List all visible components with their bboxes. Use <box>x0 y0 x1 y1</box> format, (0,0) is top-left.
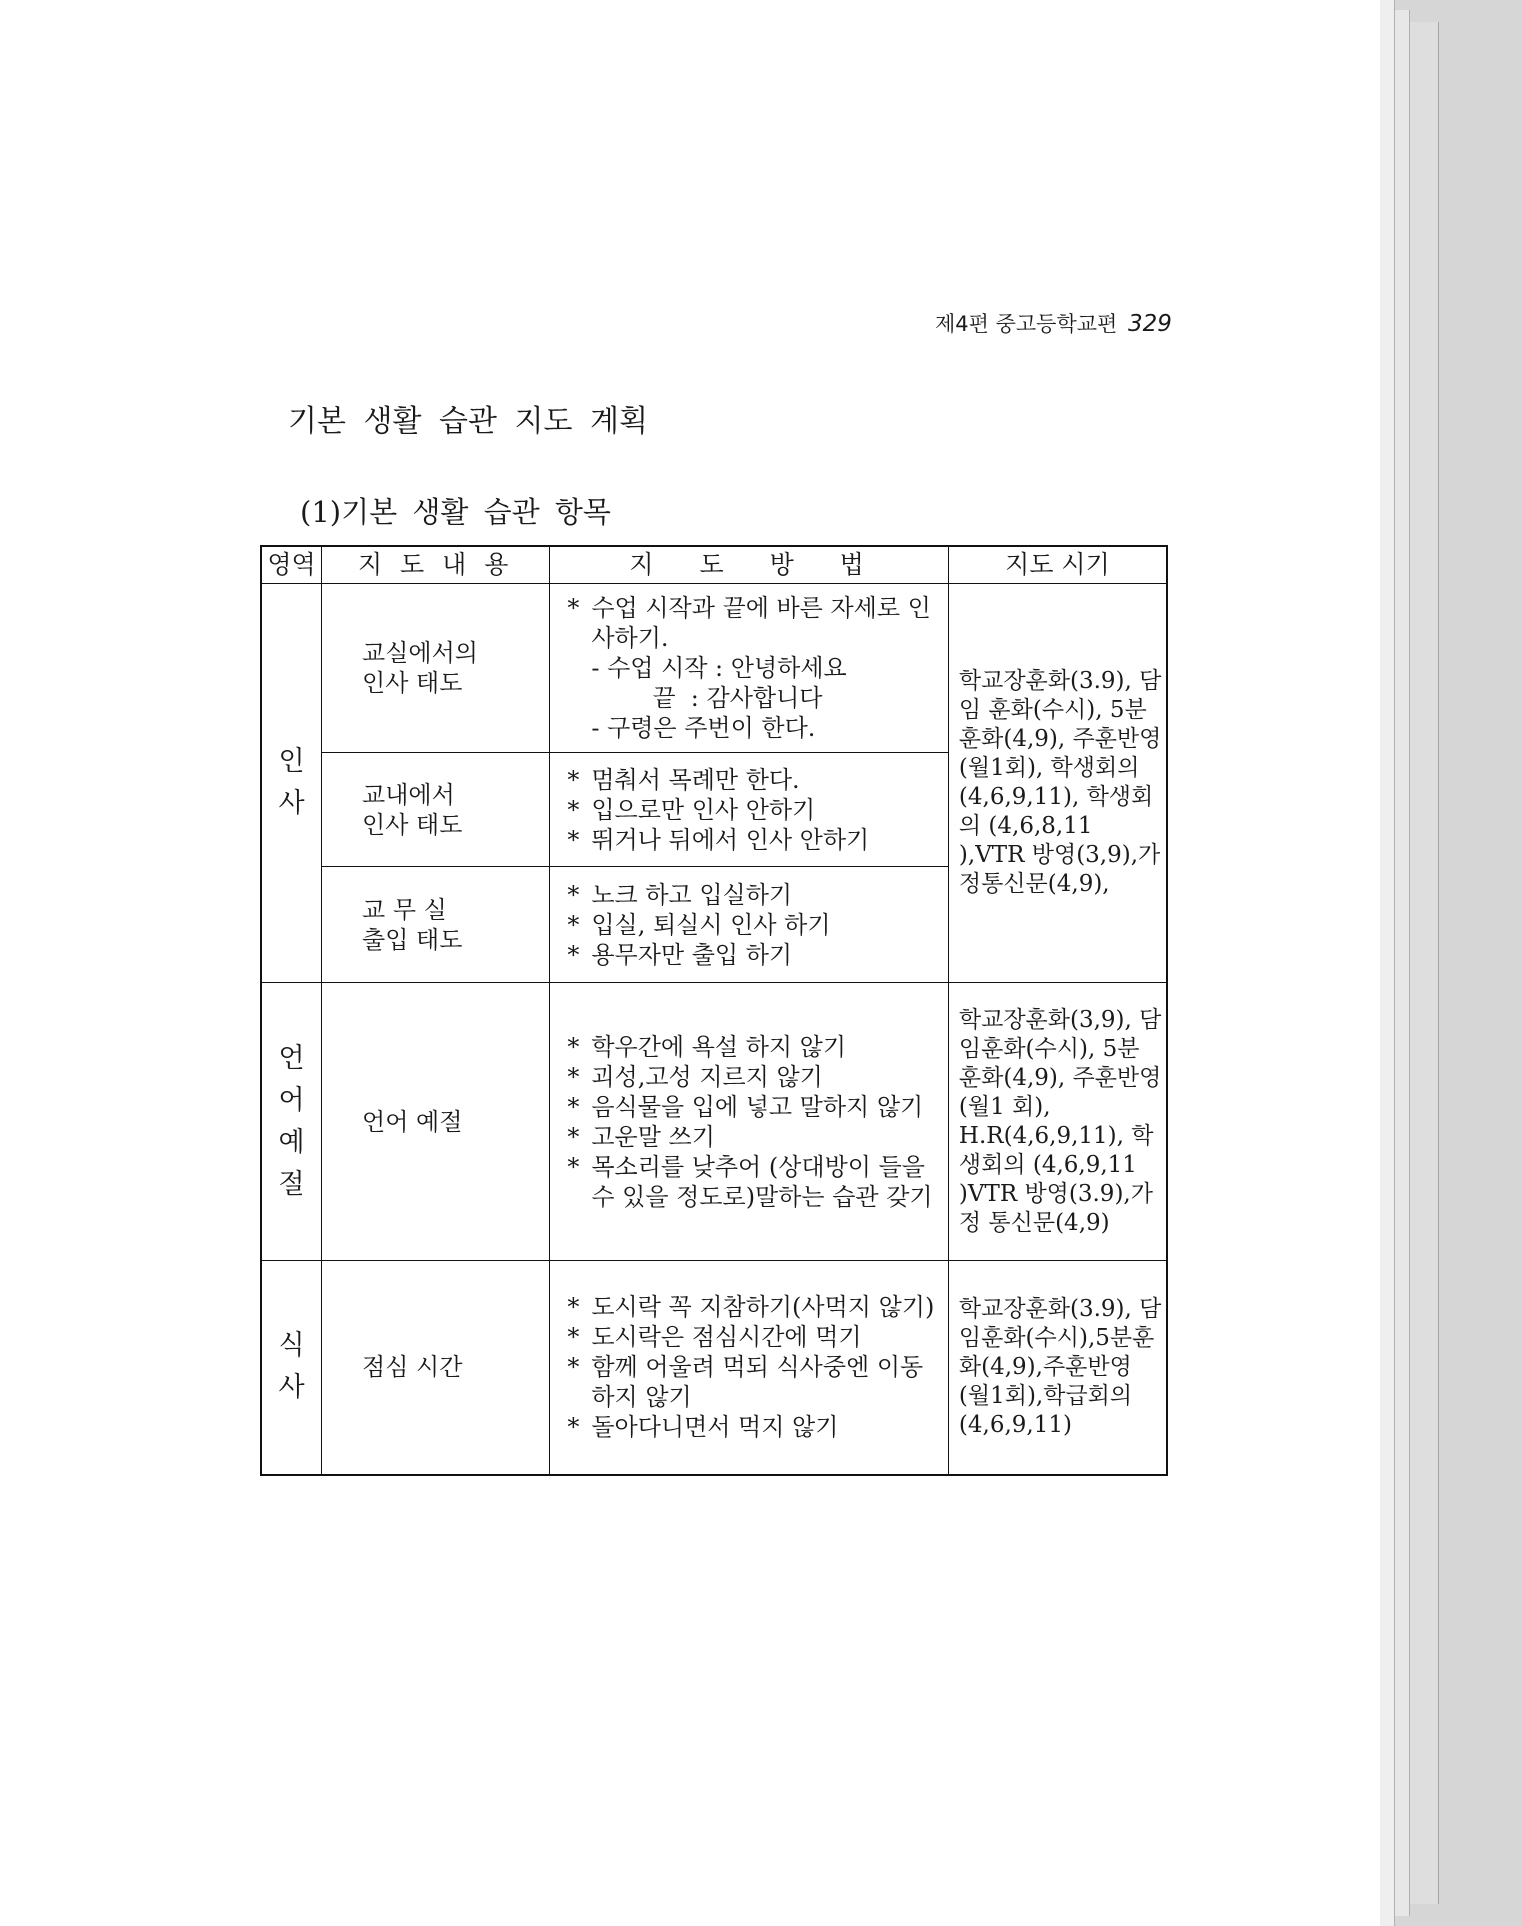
method-item <box>567 1152 937 1212</box>
method-list <box>551 585 947 751</box>
table-row <box>261 983 1167 1261</box>
bullet-star-icon: * <box>567 1323 580 1352</box>
bullet-star-icon: * <box>567 880 580 909</box>
area-label: 식사 <box>278 1330 305 1404</box>
method-text: 뛰거나 뒤에서 인사 안하기 <box>591 825 870 854</box>
timing-cell: 학교장훈화(3.9), 담임훈화(수시),5분훈화(4,9),주훈반영(월1회),학급회의(4,6,9,11) <box>948 1261 1167 1475</box>
bullet-star-icon: * <box>567 1152 580 1181</box>
content-cell: 교실에서의 인사 태도 <box>322 584 550 753</box>
method-subitem: - 구령은 주번이 한다. <box>591 714 816 742</box>
method-item <box>567 1062 937 1092</box>
area-label: 언어 예절 <box>278 1042 305 1200</box>
method-list <box>551 1024 947 1220</box>
content-cell: 교내에서 인사 태도 <box>322 753 550 867</box>
method-cell <box>550 867 949 983</box>
method-list <box>551 1284 947 1450</box>
method-item <box>567 1092 937 1122</box>
bullet-star-icon: * <box>567 795 580 824</box>
method-text: 멈춰서 목례만 한다. <box>591 765 800 794</box>
page-edge <box>1410 22 1439 1904</box>
page-number: 329 <box>1128 311 1172 337</box>
method-item <box>567 593 937 653</box>
method-cell <box>550 584 949 753</box>
method-cell <box>550 1261 949 1475</box>
method-subitem: 끝 : 감사합니다 <box>591 684 823 712</box>
method-item <box>567 1352 937 1412</box>
header-content: 지 도 내 용 <box>322 546 550 584</box>
bullet-star-icon: * <box>567 1293 580 1322</box>
table-row <box>261 584 1167 753</box>
bullet-star-icon: * <box>567 1032 580 1061</box>
header-area: 영역 <box>261 546 322 584</box>
bullet-star-icon: * <box>567 1092 580 1121</box>
method-text: 음식물을 입에 넣고 말하지 않기 <box>591 1092 924 1121</box>
method-text: 도시락은 점심시간에 먹기 <box>591 1323 862 1352</box>
timing-cell: 학교장훈화(3.9), 담임 훈화(수시), 5분훈화(4,9), 주훈반영(월1회), 학생회의 (4,6,9,11), 학생회의 (4,6,8,11 ),VTR 방영(3,9),가정통신문(4,9), <box>948 584 1167 983</box>
area-cell <box>261 1261 322 1475</box>
table-row <box>261 1261 1167 1475</box>
page-title: 기본 생활 습관 지도 계획 <box>288 404 648 439</box>
method-item <box>567 765 937 795</box>
method-item <box>567 1412 937 1442</box>
method-item <box>567 825 937 855</box>
header-time: 지도 시기 <box>948 546 1167 584</box>
bullet-star-icon: * <box>567 940 580 969</box>
bullet-star-icon: * <box>567 1413 580 1442</box>
method-cell <box>550 753 949 867</box>
area-cell <box>261 584 322 983</box>
method-item <box>567 1292 937 1322</box>
method-text: 돌아다니면서 먹지 않기 <box>591 1413 839 1442</box>
method-item <box>567 910 937 940</box>
method-subitem: - 수업 시작 : 안녕하세요 <box>591 654 847 682</box>
method-text: 도시락 꼭 지참하기(사먹지 않기) <box>591 1293 935 1322</box>
area-label: 인사 <box>278 746 305 819</box>
method-text: 입실, 퇴실시 인사 하기 <box>591 910 831 939</box>
method-text: 학우간에 욕설 하지 않기 <box>591 1032 847 1061</box>
method-item <box>567 940 937 970</box>
method-text: 노크 하고 입실하기 <box>591 880 793 909</box>
method-text: 용무자만 출입 하기 <box>591 940 793 969</box>
method-item <box>567 1122 937 1152</box>
method-list <box>551 872 947 978</box>
method-text: 수업 시작과 끝에 바른 자세로 인사하기. <box>591 594 931 652</box>
habit-guidance-table <box>260 545 1168 1476</box>
bullet-star-icon: * <box>567 765 580 794</box>
method-item <box>567 795 937 825</box>
area-cell <box>261 983 322 1261</box>
section-subtitle: (1)기본 생활 습관 항목 <box>300 495 611 529</box>
bullet-star-icon: * <box>567 594 580 622</box>
method-item <box>567 1032 937 1062</box>
method-text: 목소리를 낮추어 (상대방이 들을 수 있을 정도로)말하는 습관 갖기 <box>591 1152 933 1211</box>
page-edge <box>1395 10 1410 1916</box>
bullet-star-icon: * <box>567 1122 580 1151</box>
method-text: 함께 어울려 먹되 식사중엔 이동하지 않기 <box>591 1353 924 1412</box>
content-cell: 언어 예절 <box>322 983 550 1261</box>
content-cell: 점심 시간 <box>322 1261 550 1475</box>
header-section: 제4편 중고등학교편 <box>935 312 1118 336</box>
running-header <box>935 308 1172 338</box>
content-cell: 교 무 실 출입 태도 <box>322 867 550 983</box>
method-cell <box>550 983 949 1261</box>
bullet-star-icon: * <box>567 825 580 854</box>
bullet-star-icon: * <box>567 1062 580 1091</box>
table-header-row <box>261 546 1167 584</box>
method-item <box>567 880 937 910</box>
timing-cell: 학교장훈화(3,9), 담임훈화(수시), 5분 훈화(4,9), 주훈반영(월1 회), H.R(4,6,9,11), 학생회의 (4,6,9,11 )VTR 방영(3.9),가정 통신문(4,9) <box>948 983 1167 1261</box>
method-item <box>567 1322 937 1352</box>
method-list <box>551 757 947 863</box>
bullet-star-icon: * <box>567 1353 580 1382</box>
method-text: 괴성,고성 지르지 않기 <box>591 1062 823 1091</box>
method-text: 입으로만 인사 안하기 <box>591 795 816 824</box>
header-method: 지 도 방 법 <box>550 546 949 584</box>
bullet-star-icon: * <box>567 910 580 939</box>
method-text: 고운말 쓰기 <box>591 1122 715 1151</box>
page-edge <box>1380 0 1395 1926</box>
